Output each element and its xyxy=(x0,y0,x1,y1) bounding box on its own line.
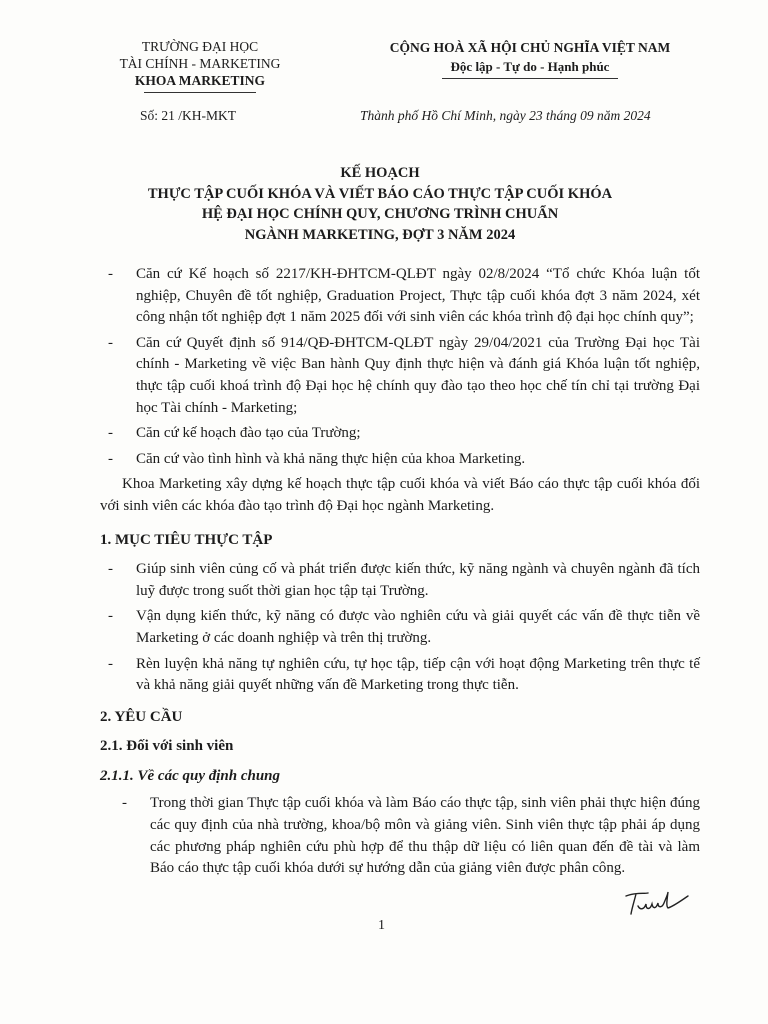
basis-item xyxy=(108,333,700,419)
objective-item xyxy=(108,654,700,697)
bullet-dash: - xyxy=(108,608,113,625)
bullet-dash: - xyxy=(108,334,113,351)
bullet-dash: - xyxy=(108,655,113,672)
title-line-2: THỰC TẬP CUỐI KHÓA VÀ VIẾT BÁO CÁO THỰC TẬP CUỐI KHÓA xyxy=(147,185,613,202)
department-underline xyxy=(144,92,256,93)
university-name-line2: TÀI CHÍNH - MARKETING xyxy=(119,56,281,71)
title-line-3: HỆ ĐẠI HỌC CHÍNH QUY, CHƯƠNG TRÌNH CHUẨN xyxy=(201,206,559,222)
bullet-dash: - xyxy=(108,425,113,442)
section-2-1-1-heading: 2.1.1. Về các quy định chung xyxy=(100,767,281,784)
reference-number: Số: 21 /KH-MKT xyxy=(140,108,237,123)
objective-text: Giúp sinh viên củng cố và phát triển được kiến thức, kỹ năng ngành và chuyên ngành đã tích luỹ được trong suốt thời gian học tập tại Trường. xyxy=(136,561,700,599)
objective-text: Vận dụng kiến thức, kỹ năng có được vào nghiên cứu và giải quyết các vấn đề thực tiễn về Marketing ở các doanh nghiệp và trên thị trường. xyxy=(136,608,700,646)
issuing-body xyxy=(100,38,300,93)
university-name-line1: TRƯỜNG ĐẠI HỌC xyxy=(141,39,259,54)
dateline: Thành phố Hồ Chí Minh, ngày 23 tháng 09 năm 2024 xyxy=(360,108,651,123)
basis-item xyxy=(108,449,700,471)
nation-name: CỘNG HOÀ XÃ HỘI CHỦ NGHĨA VIỆT NAM xyxy=(389,40,671,55)
requirement-item xyxy=(122,793,700,879)
bullet-dash: - xyxy=(108,450,113,467)
bullet-dash: - xyxy=(108,266,113,282)
basis-text: Căn cứ Kế hoạch số 2217/KH-ĐHTCM-QLĐT ngày 02/8/2024 “Tổ chức Khóa luận tốt nghiệp, Chuyên đề tốt nghiệp, Graduation Project, Thực tập cuối khóa đợt 3 năm 2024, xét công nhận tốt nghiệp đợt 1 năm 2025 đối với sinh viên các khóa trình độ đại học chính quy”; xyxy=(136,266,700,326)
national-header xyxy=(360,38,700,79)
national-motto: Độc lập - Tự do - Hạnh phúc xyxy=(450,59,610,74)
bullet-dash: - xyxy=(108,561,113,578)
requirement-text: Trong thời gian Thực tập cuối khóa và làm Báo cáo thực tập, sinh viên phải thực hiện đúng các quy định của nhà trường, khoa/bộ môn và giảng viên. Sinh viên thực tập phải áp dụng các phương pháp nghiên cứu phù hợp để thu thập dữ liệu có liên quan đến đề tài và làm Báo cáo thực tập cuối khóa dưới sự hướng dẫn của giảng viên được phân công. xyxy=(150,795,700,877)
objective-text: Rèn luyện khả năng tự nghiên cứu, tự học tập, tiếp cận với hoạt động Marketing trên thực tế và khả năng giải quyết những vấn đề Marketing trong thực tiễn. xyxy=(136,655,700,694)
motto-underline xyxy=(442,78,618,79)
objective-item xyxy=(108,606,700,649)
basis-item xyxy=(108,264,700,329)
document-title xyxy=(100,163,660,245)
document-body xyxy=(100,264,700,884)
section-2-heading: 2. YÊU CẦU xyxy=(100,708,183,725)
title-line-1: KẾ HOẠCH xyxy=(340,165,420,181)
section-1-heading: 1. MỤC TIÊU THỰC TẬP xyxy=(100,531,273,548)
section-2-1-heading: 2.1. Đối với sinh viên xyxy=(100,738,234,755)
initials-signature xyxy=(622,888,692,918)
basis-text: Căn cứ vào tình hình và khả năng thực hiện của khoa Marketing. xyxy=(136,450,526,467)
basis-text: Căn cứ kế hoạch đào tạo của Trường; xyxy=(136,425,361,442)
department-name: KHOA MARKETING xyxy=(134,73,266,88)
bullet-dash: - xyxy=(122,795,127,812)
objective-item xyxy=(108,559,700,602)
intro-paragraph: Khoa Marketing xây dựng kế hoạch thực tập cuối khóa và viết Báo cáo thực tập cuối khóa đối với sinh viên các khóa đào tạo trình độ Đại học ngành Marketing. xyxy=(100,476,700,514)
basis-item xyxy=(108,423,700,445)
title-line-4: NGÀNH MARKETING, ĐỢT 3 NĂM 2024 xyxy=(244,226,516,243)
page-number: 1 xyxy=(378,918,385,933)
basis-text: Căn cứ Quyết định số 914/QĐ-ĐHTCM-QLĐT ngày 29/04/2021 của Trường Đại học Tài chính - Marketing về việc Ban hành Quy định thực hiện và đánh giá Khóa luận tốt nghiệp, thực tập cuối khoá trình độ Đại học hệ chính quy đào tạo theo học chế tín chỉ tại trường Đại học Tài chính - Marketing; xyxy=(136,334,700,416)
